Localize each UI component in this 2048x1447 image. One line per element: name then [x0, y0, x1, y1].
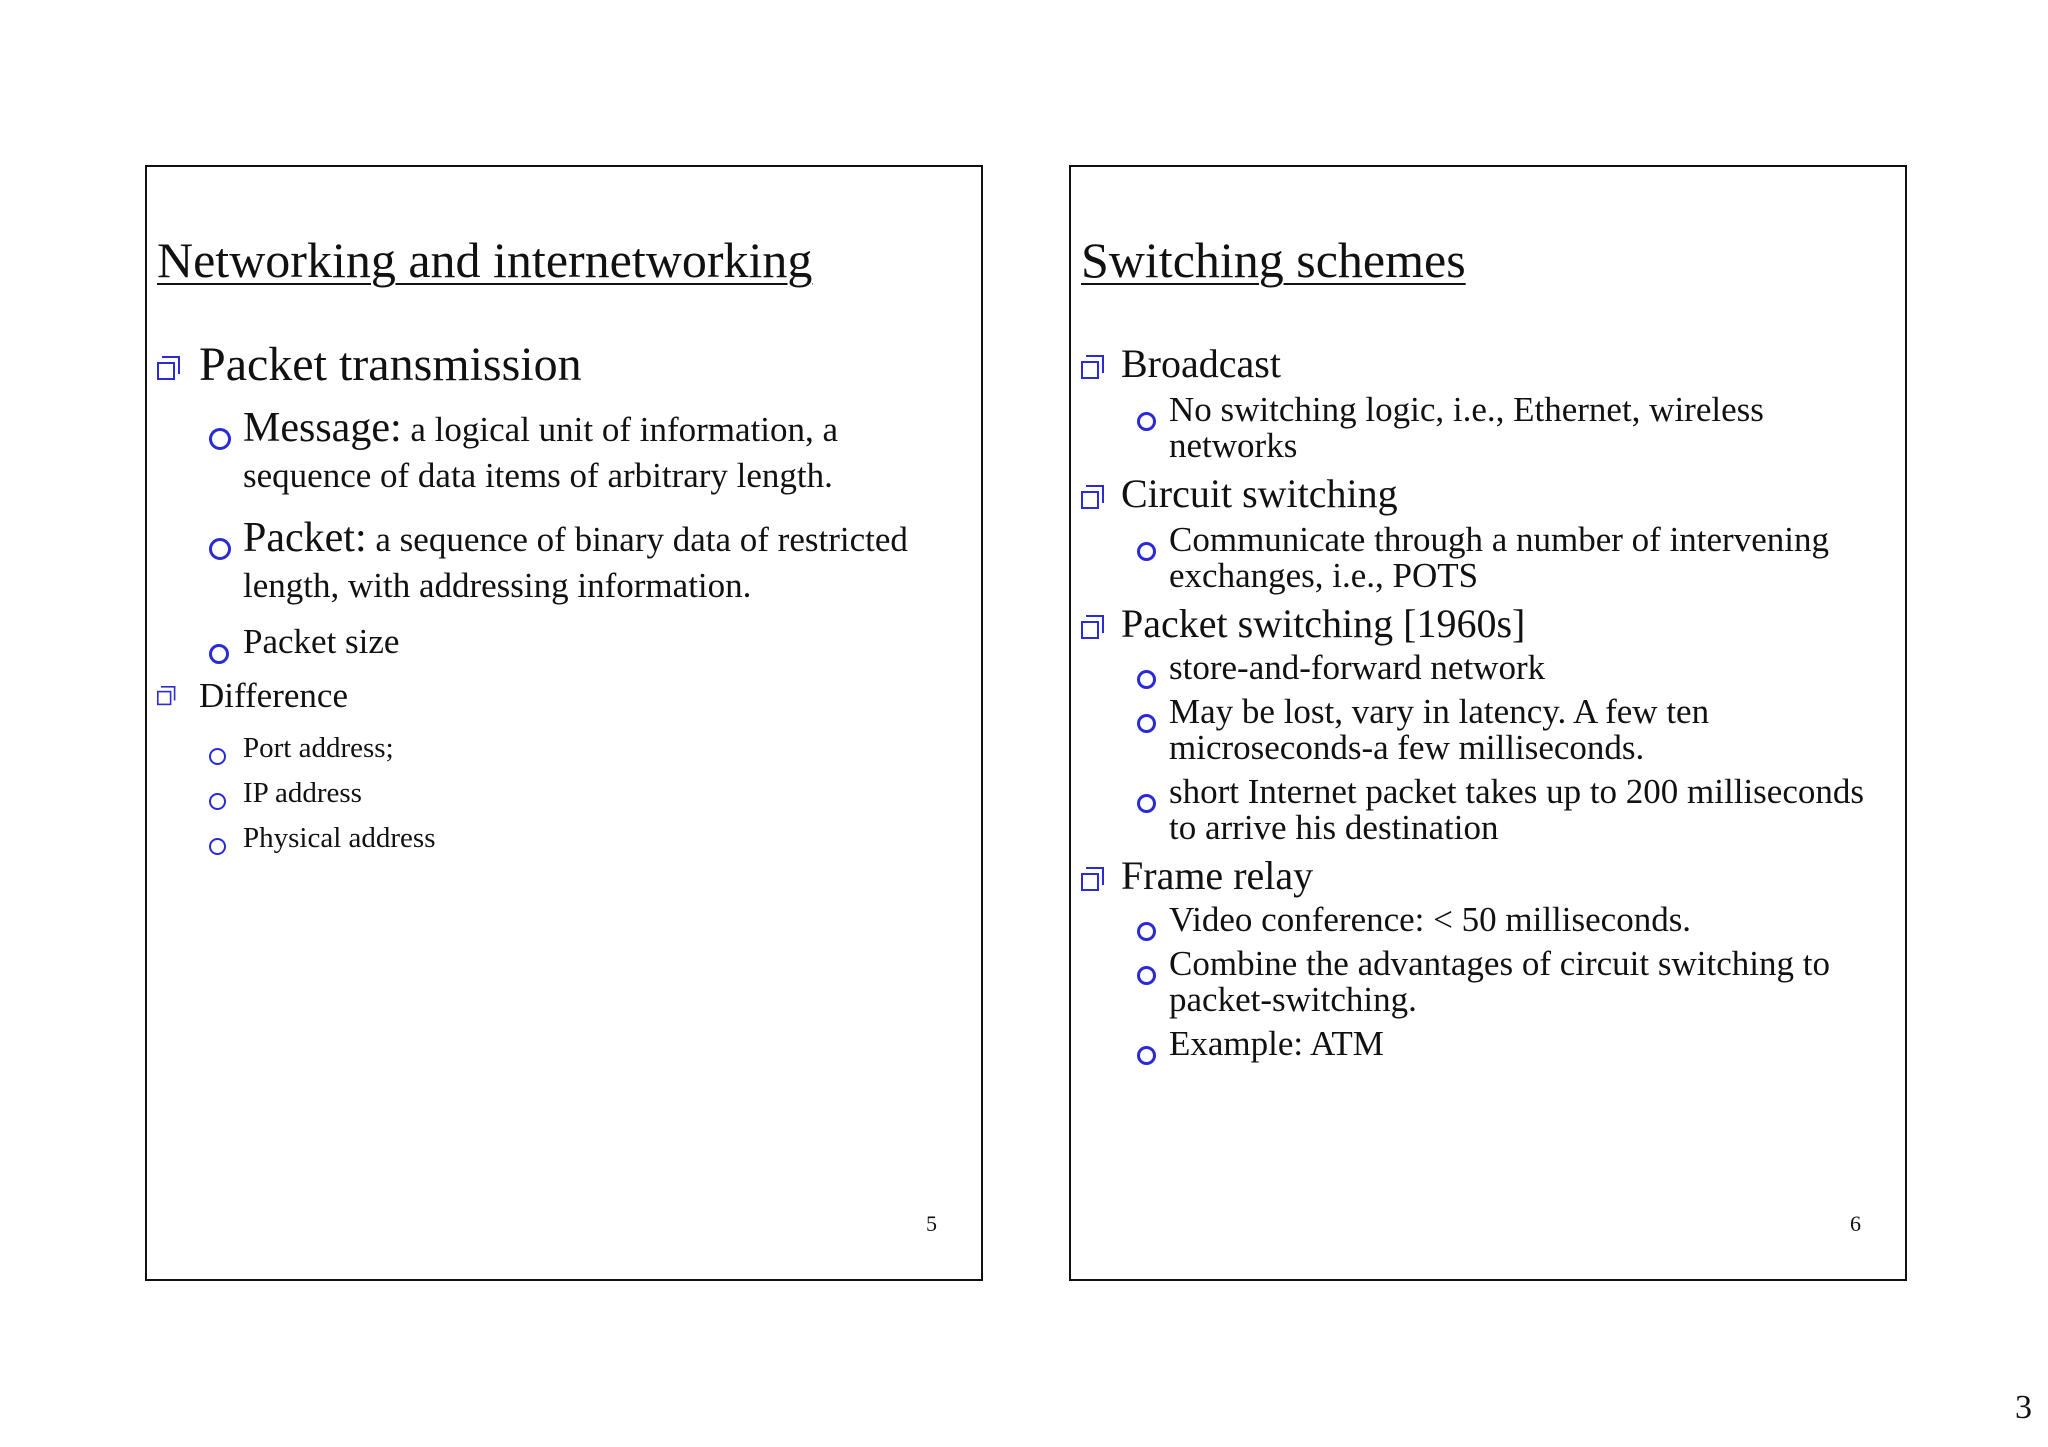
- square-bullet-icon: [1081, 482, 1109, 510]
- bullet-item: Difference: [157, 673, 961, 719]
- slide-title: Switching schemes: [1081, 232, 1466, 288]
- sub-bullet-item: May be lost, vary in latency. A few ten microseconds-a few milliseconds.: [1137, 694, 1885, 766]
- circle-bullet-icon: [1137, 532, 1156, 567]
- square-bullet-icon: [1081, 612, 1109, 640]
- slide-page-number: 6: [1850, 1211, 1861, 1236]
- circle-bullet-icon: [209, 421, 231, 456]
- bullet-item: Circuit switching: [1081, 472, 1885, 516]
- slide-body: [157, 339, 961, 857]
- circle-bullet-icon: [1137, 704, 1156, 739]
- square-bullet-icon: [1081, 864, 1109, 892]
- square-bullet-icon: [1081, 352, 1109, 380]
- circle-bullet-icon: [1137, 956, 1156, 991]
- circle-bullet-icon: [209, 742, 226, 771]
- circle-bullet-icon: [1137, 660, 1156, 695]
- circle-bullet-icon: [209, 787, 226, 816]
- circle-bullet-icon: [209, 531, 231, 566]
- slide-page-number: 5: [926, 1211, 937, 1236]
- sub-bullet-item: No switching logic, i.e., Ethernet, wireless networks: [1137, 392, 1885, 464]
- slide-title: Networking and internetworking: [157, 232, 813, 288]
- bullet-item: Packet transmission: [157, 339, 961, 391]
- sheet-page-number: 3: [2015, 1389, 2032, 1426]
- sub-bullet-item: Communicate through a number of intervening exchanges, i.e., POTS: [1137, 522, 1885, 594]
- sub-bullet-item: Combine the advantages of circuit switching to packet-switching.: [1137, 946, 1885, 1018]
- circle-bullet-icon: [1137, 912, 1156, 947]
- bullet-item: Broadcast: [1081, 342, 1885, 386]
- sub-bullet-item: store-and-forward network: [1137, 650, 1885, 686]
- circle-bullet-icon: [1137, 784, 1156, 819]
- circle-bullet-icon: [209, 635, 229, 670]
- slide-5: [145, 165, 983, 1281]
- sub-bullet-item: Example: ATM: [1137, 1026, 1885, 1062]
- circle-bullet-icon: [1137, 402, 1156, 437]
- circle-bullet-icon: [1137, 1036, 1156, 1071]
- sub-bullet-item: Port address;: [209, 729, 961, 767]
- sub-bullet-item: Message: a logical unit of information, a sequence of data items of arbitrary length.: [209, 405, 961, 499]
- slide-6: [1069, 165, 1907, 1281]
- sub-bullet-item: Video conference: < 50 milliseconds.: [1137, 902, 1885, 938]
- sub-bullet-item: Packet: a sequence of binary data of restricted length, with addressing information.: [209, 515, 961, 609]
- slide-body: [1081, 342, 1885, 1062]
- square-bullet-icon: [157, 353, 185, 381]
- sub-bullet-item: short Internet packet takes up to 200 milliseconds to arrive his destination: [1137, 774, 1885, 846]
- square-bullet-icon: [157, 683, 185, 711]
- sub-bullet-item: Packet size: [209, 619, 961, 665]
- bullet-item: Frame relay: [1081, 854, 1885, 898]
- circle-bullet-icon: [209, 832, 226, 861]
- bullet-item: Packet switching [1960s]: [1081, 602, 1885, 646]
- sub-bullet-item: IP address: [209, 774, 961, 812]
- sub-bullet-item: Physical address: [209, 819, 961, 857]
